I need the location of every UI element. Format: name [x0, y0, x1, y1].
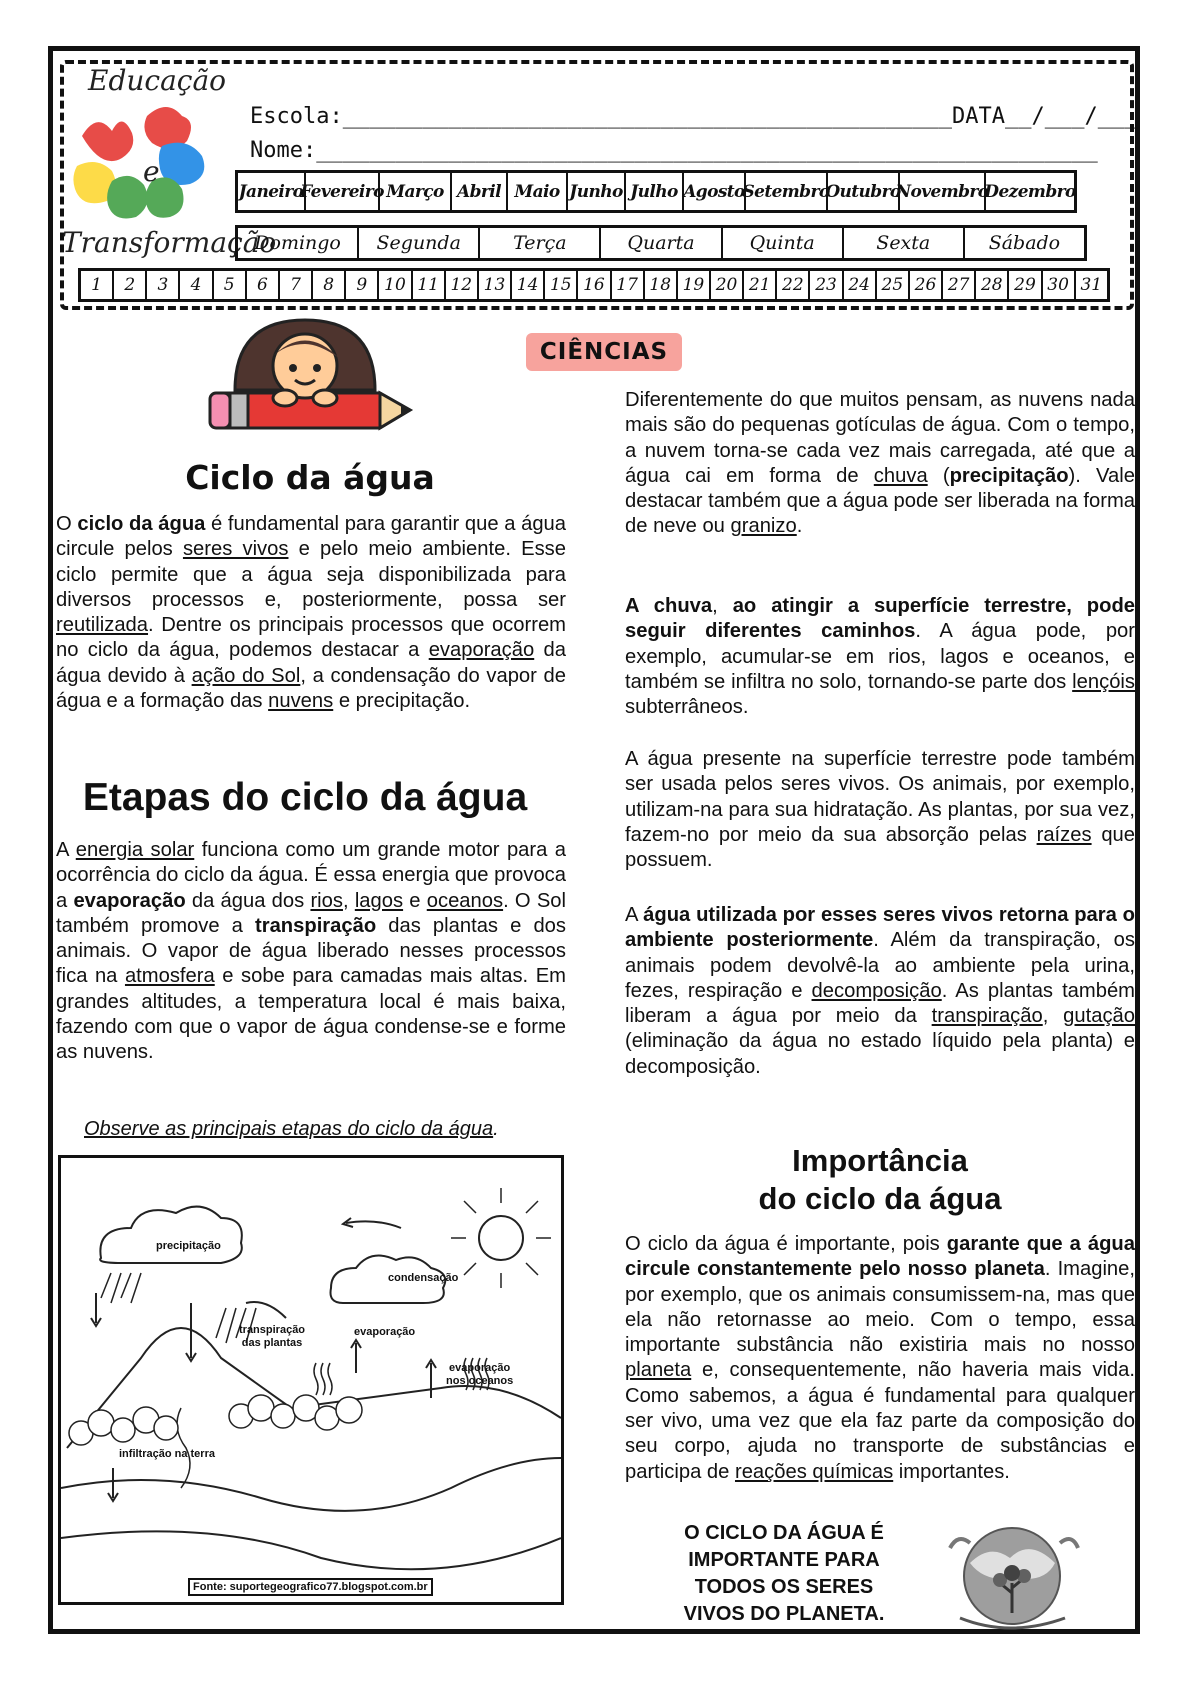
text-run: da água dos [185, 889, 311, 912]
month-cell[interactable]: Agosto [684, 173, 746, 210]
day-cell[interactable]: 22 [777, 271, 810, 299]
label-transpiracao: transpiração das plantas [239, 1324, 306, 1349]
day-cell[interactable]: 27 [943, 271, 976, 299]
weekdays-row [235, 225, 1087, 261]
text-run: lençóis [1072, 670, 1135, 693]
month-cell[interactable]: Maio [508, 173, 568, 210]
text-run: subterrâneos. [625, 696, 749, 719]
text-run: ). Vale destacar também que a água pode ser liberada na forma de neve ou [625, 464, 1135, 538]
text-run: . Imagine, por exemplo, que os animais consumissem-na, mas que ela não retornasse ao meio. Com o tempo, essa importante substância não existiria mais no nosso [625, 1258, 1135, 1357]
text-run: Diferentemente do que muitos pensam, as nuvens nada mais são do pequenas gotículas de água. Com o tempo, a nuvem torna-se cada vez mais carregada, até que a água cai em forma de [625, 389, 1135, 487]
day-cell[interactable]: 18 [645, 271, 678, 299]
day-cell[interactable]: 12 [446, 271, 479, 299]
text-run: decomposição [811, 979, 942, 1002]
text-run: , a condensação do vapor de água e a formação das [56, 664, 566, 713]
subject-badge: CIÊNCIAS [526, 333, 682, 371]
day-cell[interactable]: 15 [545, 271, 578, 299]
text-run: e precipitação. [333, 690, 471, 713]
day-cell[interactable]: 20 [711, 271, 744, 299]
text-run: energia solar [75, 839, 195, 861]
text-run: seres vivos [182, 538, 289, 561]
diagram-source: Fonte: suportegeografico77.blogspot.com.br [188, 1578, 433, 1596]
text-run: atmosfera [124, 965, 215, 988]
day-cell[interactable]: 9 [346, 271, 379, 299]
weekday-cell[interactable]: Sábado [988, 232, 1061, 254]
title-importancia: Importância do ciclo da água [758, 1143, 1002, 1216]
text-run: e [403, 889, 427, 912]
day-cell[interactable]: 19 [678, 271, 711, 299]
day-cell[interactable]: 29 [1009, 271, 1042, 299]
day-cell[interactable]: 3 [147, 271, 180, 299]
month-cell[interactable]: Abril [452, 173, 508, 210]
school-label: Escola: [250, 104, 343, 129]
girl-with-pencil-icon [205, 318, 420, 448]
day-cell[interactable]: 16 [578, 271, 611, 299]
text-run: reutilizada [56, 614, 149, 637]
month-cell[interactable]: Junho [568, 173, 626, 210]
text-run: das plantas e dos animais. O vapor de água liberado nesses processos fica na [56, 914, 566, 988]
day-cell[interactable]: 21 [744, 271, 777, 299]
text-run: ao atingir a superfície terrestre, pode seguir diferentes caminhos [625, 595, 1135, 643]
day-cell[interactable]: 5 [214, 271, 247, 299]
school-field[interactable]: Escola:______________________________________________DATA__/___/___ [250, 104, 1138, 129]
day-cell[interactable]: 23 [810, 271, 843, 299]
earth-tree-icon [940, 1518, 1085, 1633]
day-cell[interactable]: 24 [844, 271, 877, 299]
month-cell[interactable]: Novembro [900, 173, 986, 210]
month-cell[interactable]: Janeiro [238, 173, 306, 210]
day-cell[interactable]: 14 [512, 271, 545, 299]
day-cell[interactable]: 13 [479, 271, 512, 299]
text-run: transpiração [255, 914, 377, 937]
weekday-cell[interactable]: Domingo [238, 228, 359, 258]
text-run: A chuva [625, 595, 713, 617]
weekday-cell[interactable]: Sexta [844, 228, 965, 258]
text-run: é fundamental para garantir que a água circule pelos [56, 513, 566, 561]
name-label: Nome: [250, 138, 317, 163]
intro-paragraph [56, 512, 566, 714]
text-run: . Dentre os principais processos que ocorrem no ciclo da água, podemos destacar a [56, 614, 566, 662]
text-run: (eliminação da água no estado líquido pela planta) e decomposição. [625, 1030, 1135, 1078]
month-cell[interactable]: Setembro [746, 173, 828, 210]
text-run: A [625, 904, 644, 926]
month-cell[interactable]: Julho [626, 173, 684, 210]
month-cell[interactable]: Dezembro [984, 181, 1076, 202]
label-evaporacao: evaporação [354, 1326, 416, 1338]
label-evaporacao-oceanos: evaporação nos oceanos [446, 1362, 514, 1387]
text-run: . O Sol também promove a [56, 889, 566, 937]
label-condensacao: condensação [388, 1272, 459, 1284]
text-run: . As plantas também liberam a água por meio da [625, 979, 1136, 1028]
text-run: A água presente na superfície terrestre pode também ser usada pelos seres vivos. Os animais, por exemplo, utilizam-na para sua hidratação. As plantas, por sua vez, fazem-no por meio da sua absorção pelas [625, 748, 1135, 846]
months-row [235, 170, 1077, 213]
text-run: e pelo meio ambiente. Esse ciclo permite que a água seja disponibilizada para diversos processos e, posteriormente, possa ser [56, 538, 566, 611]
text-run: , [1042, 1005, 1064, 1028]
text-run: ciclo da água [77, 513, 206, 535]
day-cell[interactable]: 11 [413, 271, 446, 299]
text-run: funciona como um grande motor para a ocorrência do ciclo da água. É essa energia que provoca a [56, 839, 566, 912]
text-run: da água devido à [56, 639, 566, 687]
text-run: chuva [873, 464, 928, 487]
day-cell[interactable]: 10 [379, 271, 412, 299]
importance-paragraph [625, 1232, 1135, 1485]
weekday-cell[interactable]: Terça [480, 228, 601, 258]
day-cell[interactable]: 26 [910, 271, 943, 299]
title-ciclo-da-agua: Ciclo da água [185, 458, 435, 497]
text-run: que possuem. [625, 823, 1136, 872]
text-run: . [796, 515, 803, 538]
living-beings-paragraph [625, 747, 1135, 873]
text-run: . A água pode, por exemplo, acumular-se em rios, lagos e oceanos, e também se infiltra no solo, tornando-se parte dos [625, 620, 1135, 693]
return-paragraph [625, 903, 1135, 1080]
month-cell[interactable]: Outubro [828, 173, 900, 210]
clouds-paragraph [625, 388, 1135, 540]
text-run: importantes. [893, 1460, 1010, 1483]
text-run: evaporação [73, 889, 186, 912]
text-run: precipitação [949, 464, 1069, 487]
text-run: evaporação [428, 639, 535, 662]
text-run: A [56, 839, 76, 861]
logo-text-top: Educação [88, 64, 227, 97]
month-cell[interactable]: Março [380, 173, 452, 210]
text-run: e, consequentemente, não haveria mais vida. Como sabemos, a água é fundamental para qualquer ser vivo, uma vez que ela faz parte da composição do seu corpo, ajuda no transporte de substâncias e participa de [625, 1359, 1135, 1483]
logo-text-bottom: Transformação [62, 226, 277, 259]
days-row [78, 268, 1110, 302]
day-cell[interactable]: 6 [247, 271, 280, 299]
day-cell[interactable]: 7 [280, 271, 313, 299]
weekday-cell[interactable]: Quinta [723, 228, 844, 258]
water-cycle-diagram [58, 1155, 564, 1605]
text-run: nuvens [268, 690, 334, 713]
name-field[interactable]: Nome:___________________________________________________________ [250, 138, 1098, 163]
weekday-cell[interactable]: Segunda [359, 228, 480, 258]
day-cell[interactable]: 28 [976, 271, 1009, 299]
day-cell[interactable]: 30 [1043, 271, 1076, 299]
text-run: gutação [1063, 1005, 1136, 1028]
text-run: , [342, 889, 355, 912]
closing-statement: O CICLO DA ÁGUA É IMPORTANTE PARA TODOS OS SERES VIVOS DO PLANETA. [683, 1522, 885, 1625]
text-run: reações químicas [734, 1460, 894, 1483]
weekday-cell[interactable]: Quarta [601, 228, 722, 258]
text-run: O ciclo da água é importante, pois [625, 1233, 947, 1255]
text-run: , [712, 595, 733, 617]
text-run: e sobe para camadas mais altas. Em grandes altitudes, a temperatura local é mais baixa, fazendo com que o vapor de água condense-se e forme as nuvens. [56, 965, 566, 1064]
day-cell[interactable]: 4 [180, 271, 213, 299]
day-cell[interactable]: 17 [612, 271, 645, 299]
text-run: lagos [354, 889, 404, 912]
day-cell[interactable]: 1 [81, 271, 114, 299]
day-cell[interactable]: 31 [1080, 275, 1103, 295]
logo-text-middle: e [143, 155, 160, 188]
text-run: O [56, 513, 78, 535]
text-run: . Além da transpiração, os animais podem devolvê-la ao ambiente pela urina, fezes, respiração e [625, 929, 1136, 1002]
steps-paragraph [56, 838, 566, 1066]
text-run: ( [927, 464, 950, 487]
title-etapas: Etapas do ciclo da água [82, 776, 528, 819]
text-run: água utilizada por esses seres vivos retorna para o ambiente posteriormente [625, 904, 1135, 952]
text-run: oceanos [426, 889, 504, 912]
date-label: DATA [952, 104, 1005, 129]
day-cell[interactable]: 2 [114, 271, 147, 299]
rain-paragraph [625, 594, 1135, 720]
label-precipitacao: precipitação [156, 1240, 221, 1252]
text-run: raízes [1036, 823, 1092, 846]
label-infiltracao: infiltração na terra [119, 1448, 215, 1460]
text-run: ação do Sol [191, 664, 301, 687]
day-cell[interactable]: 8 [313, 271, 346, 299]
diagram-caption: Observe as principais etapas do ciclo da água. [84, 1118, 499, 1140]
month-cell[interactable]: Fevereiro [306, 173, 380, 210]
text-run: garante que a água circule constantemente pelo nosso planeta [625, 1233, 1135, 1281]
text-run: rios [310, 889, 343, 912]
day-cell[interactable]: 25 [877, 271, 910, 299]
text-run: transpiração [931, 1005, 1043, 1028]
text-run: granizo [730, 515, 797, 538]
text-run: planeta [625, 1359, 692, 1382]
